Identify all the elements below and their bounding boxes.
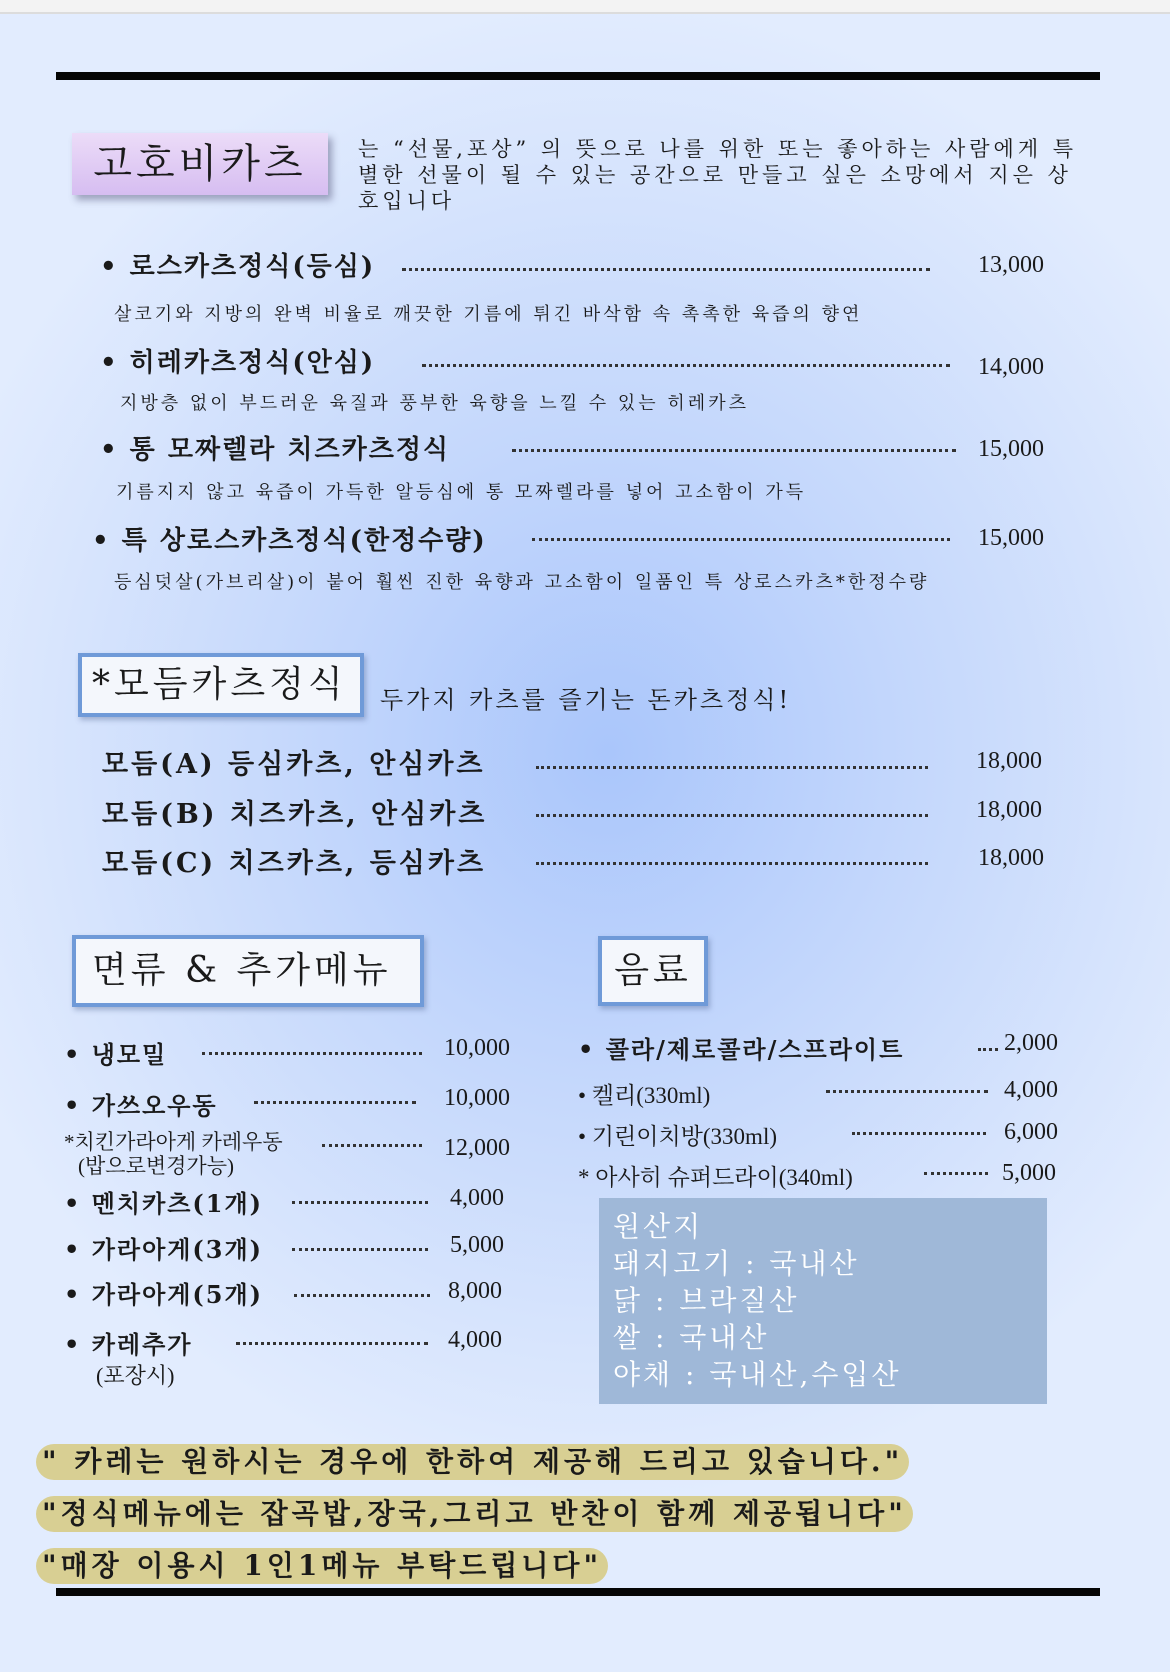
- combo-item-name: 모듬(C) 치즈카츠, 등심카츠: [102, 848, 487, 879]
- combo-item-name: 모듬(B) 치즈카츠, 안심카츠: [102, 799, 488, 830]
- notice-one-per-person: "매장 이용시 1인1메뉴 부탁드립니다": [36, 1548, 608, 1584]
- extra-item-note: (밥으로변경가능): [78, 1154, 234, 1178]
- extra-item-price: 10,000: [444, 1085, 510, 1111]
- extra-item-price: 10,000: [444, 1035, 510, 1061]
- price-leader: [852, 1132, 986, 1135]
- menu-item-desc: 등심덧살(가브리살)이 붙어 훨씬 진한 육향과 고소함이 일품인 특 상로스카츠*한정수량: [114, 572, 930, 593]
- price-leader: [292, 1201, 428, 1204]
- combo-section-subtitle: 두가지 카츠를 즐기는 돈카츠정식!: [380, 686, 792, 714]
- drink-item-name: * 아사히 슈퍼드라이(340ml): [578, 1165, 853, 1190]
- price-leader: [254, 1101, 416, 1104]
- price-leader: [532, 538, 950, 541]
- top-rule: [56, 72, 1100, 80]
- drink-item-price: 4,000: [1004, 1077, 1058, 1103]
- drink-item-name: • 콜라/제로콜라/스프라이트: [578, 1035, 905, 1064]
- drink-item-price: 5,000: [1002, 1160, 1056, 1186]
- origin-line: 닭 : 브라질산: [613, 1284, 800, 1317]
- menu-item-price: 13,000: [978, 252, 1044, 278]
- combo-item-name: 모듬(A) 등심카츠, 안심카츠: [102, 749, 486, 780]
- price-leader: [294, 1294, 430, 1297]
- notice-curry: " 카레는 원하시는 경우에 한하여 제공해 드리고 있습니다.": [36, 1444, 909, 1480]
- origin-line: 돼지고기 : 국내산: [613, 1247, 860, 1280]
- extra-item-note: (포장시): [96, 1363, 175, 1388]
- price-leader: [322, 1144, 422, 1147]
- menu-item-desc: 기름지지 않고 육즙이 가득한 알등심에 통 모짜렐라를 넣어 고소함이 가득: [116, 482, 807, 503]
- price-leader: [536, 814, 928, 817]
- drinks-section-title: 음료: [598, 936, 708, 1006]
- drink-item-name: • 켈리(330ml): [578, 1083, 711, 1108]
- price-leader: [292, 1248, 428, 1251]
- extra-item-name: • 카레추가: [64, 1330, 193, 1359]
- menu-item-name: • 통 모짜렐라 치즈카츠정식: [100, 435, 451, 465]
- price-leader: [422, 364, 950, 367]
- extra-item-price: 4,000: [450, 1185, 504, 1211]
- origin-box: [599, 1198, 1047, 1404]
- extra-item-name: • 가라아게(5개): [64, 1280, 264, 1309]
- origin-line: 쌀 : 국내산: [613, 1321, 770, 1354]
- price-leader: [202, 1052, 422, 1055]
- price-leader: [826, 1090, 988, 1093]
- price-leader: [236, 1342, 428, 1345]
- drink-item-price: 2,000: [1004, 1030, 1058, 1056]
- notice-set-menu: "정식메뉴에는 잡곡밥,장국,그리고 반찬이 함께 제공됩니다": [36, 1496, 913, 1532]
- bottom-rule: [56, 1588, 1100, 1596]
- combo-item-price: 18,000: [976, 748, 1042, 774]
- extra-item-price: 12,000: [444, 1135, 510, 1161]
- menu-item-price: 15,000: [978, 436, 1044, 462]
- menu-item-name: • 로스카츠정식(등심): [100, 252, 376, 282]
- extra-item-name: • 멘치카츠(1개): [64, 1189, 264, 1218]
- price-leader: [978, 1048, 998, 1051]
- menu-item-desc: 살코기와 지방의 완벽 비율로 깨끗한 기름에 튀긴 바삭함 속 촉촉한 육즙의 향연: [114, 304, 863, 325]
- extra-item-name: • 가라아게(3개): [64, 1235, 264, 1264]
- drink-item-price: 6,000: [1004, 1119, 1058, 1145]
- restaurant-title: 고호비카츠: [72, 133, 328, 195]
- origin-line: 야채 : 국내산,수입산: [613, 1358, 902, 1391]
- extra-item-price: 5,000: [450, 1232, 504, 1258]
- price-leader: [512, 449, 956, 452]
- page-top-edge: [0, 0, 1170, 14]
- combo-item-price: 18,000: [976, 797, 1042, 823]
- price-leader: [402, 268, 930, 271]
- price-leader: [536, 862, 928, 865]
- extra-item-name: *치킨가라아게 카레우동: [64, 1130, 283, 1154]
- drink-item-name: • 기린이치방(330ml): [578, 1124, 777, 1149]
- menu-item-price: 14,000: [978, 354, 1044, 380]
- combo-item-price: 18,000: [978, 845, 1044, 871]
- menu-item-name: • 히레카츠정식(안심): [100, 348, 376, 378]
- restaurant-intro: 는 “선물,포상” 의 뜻으로 나를 위한 또는 좋아하는 사람에게 특별한 선물이 될 수 있는 공간으로 만들고 싶은 소망에서 지은 상호입니다: [358, 137, 1078, 213]
- origin-heading: 원산지: [613, 1210, 704, 1243]
- menu-item-price: 15,000: [978, 525, 1044, 551]
- extra-item-name: • 가쓰오우동: [64, 1091, 218, 1120]
- combo-section-title: *모듬카츠정식: [78, 653, 364, 717]
- extra-item-price: 4,000: [448, 1327, 502, 1353]
- menu-item-name: • 특 상로스카츠정식(한정수량): [92, 526, 487, 556]
- menu-item-desc: 지방층 없이 부드러운 육질과 풍부한 육향을 느낄 수 있는 히레카츠: [120, 393, 749, 414]
- price-leader: [536, 766, 928, 769]
- extra-item-price: 8,000: [448, 1278, 502, 1304]
- extra-item-name: • 냉모밀: [64, 1040, 168, 1069]
- noodles-section-title: 면류 & 추가메뉴: [72, 935, 424, 1007]
- price-leader: [924, 1172, 988, 1175]
